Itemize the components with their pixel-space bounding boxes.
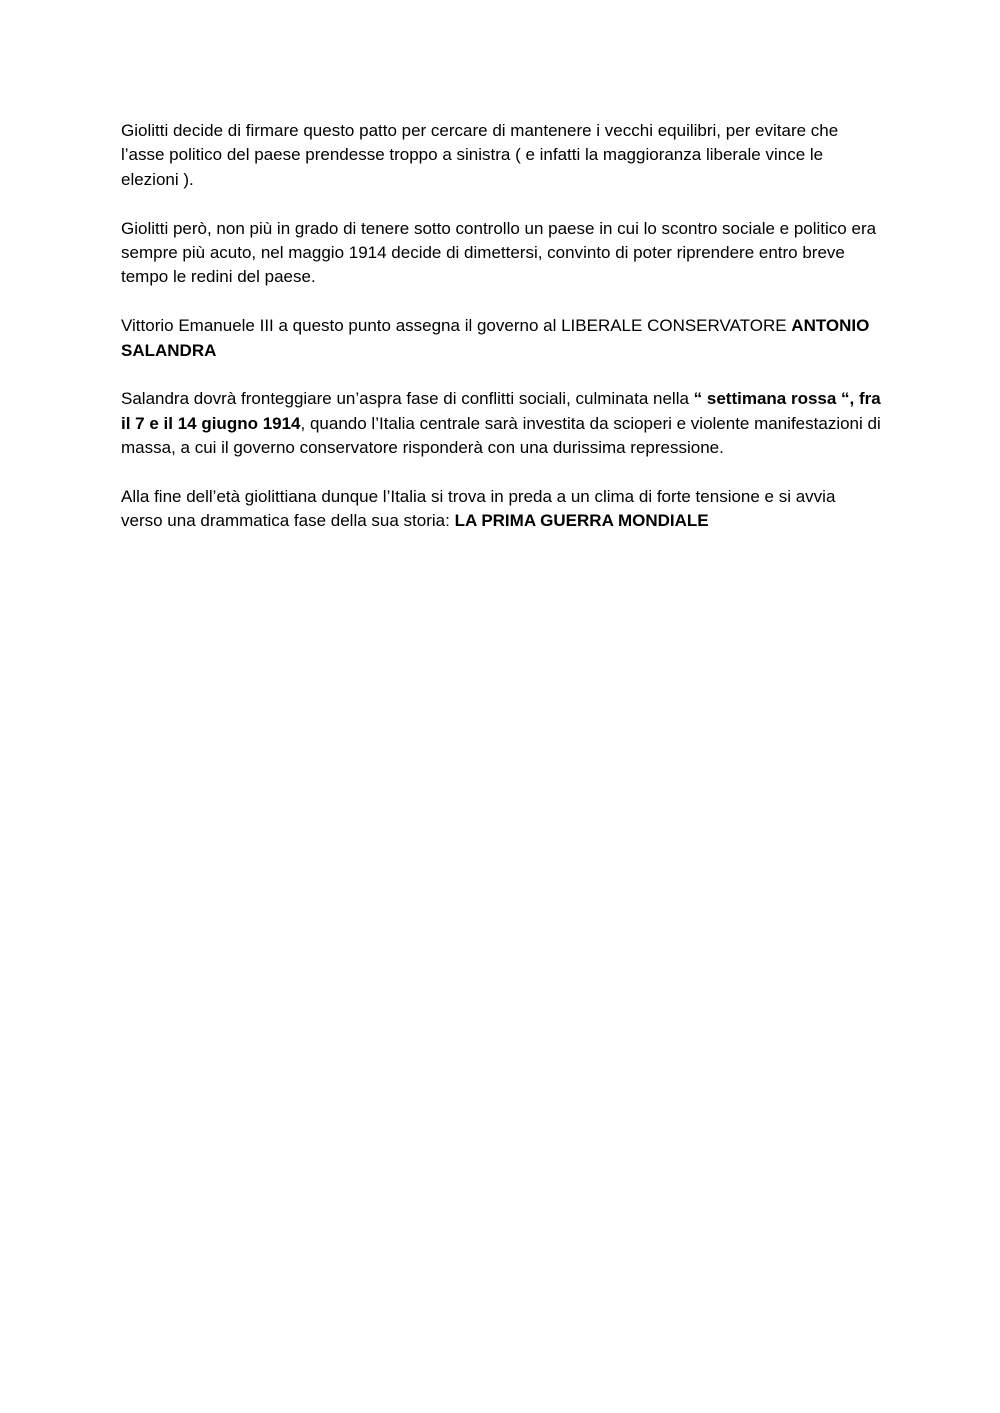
paragraph-settimana-rossa: [121, 387, 881, 460]
bold-prima-guerra-mondiale: LA PRIMA GUERRA MONDIALE: [454, 511, 709, 531]
paragraph-giolitti-patto: [121, 119, 881, 192]
paragraph-fine-eta-giolittiana: [121, 485, 881, 534]
paragraph-text: Giolitti però, non più in grado di tenere sotto controllo un paese in cui lo scontro sociale e politico era sempre più acuto, nel maggio 1914 decide di dimettersi, convinto di poter riprendere entro breve tempo le redini del paese.: [121, 218, 877, 287]
document-body: [121, 119, 881, 534]
paragraph-text: Vittorio Emanuele III a questo punto assegna il governo al LIBERALE CONSERVATORE: [121, 316, 792, 336]
paragraph-giolitti-dimissioni: [121, 217, 881, 290]
paragraph-text: Alla fine dell’età giolittiana dunque l’Italia si trova in preda a un clima di forte tensione e si avvia verso una drammatica fase della sua storia:: [121, 487, 836, 531]
paragraph-salandra-governo: [121, 314, 881, 363]
paragraph-text: Giolitti decide di firmare questo patto per cercare di mantenere i vecchi equilibri, per evitare che l’asse politico del paese prendesse troppo a sinistra ( e infatti la maggioranza liberale vince le elezioni ).: [121, 121, 839, 189]
bold-settimana-rossa: “ settimana rossa “, fra il 7 e il 14 giugno 1914: [121, 389, 881, 433]
bold-name-salandra: ANTONIO SALANDRA: [121, 316, 870, 360]
paragraph-text: Salandra dovrà fronteggiare un’aspra fase di conflitti sociali, culminata nella: [121, 389, 694, 409]
paragraph-text: , quando l’Italia centrale sarà investita da scioperi e violente manifestazioni di massa, a cui il governo conservatore risponderà con una durissima repressione.: [121, 413, 881, 458]
